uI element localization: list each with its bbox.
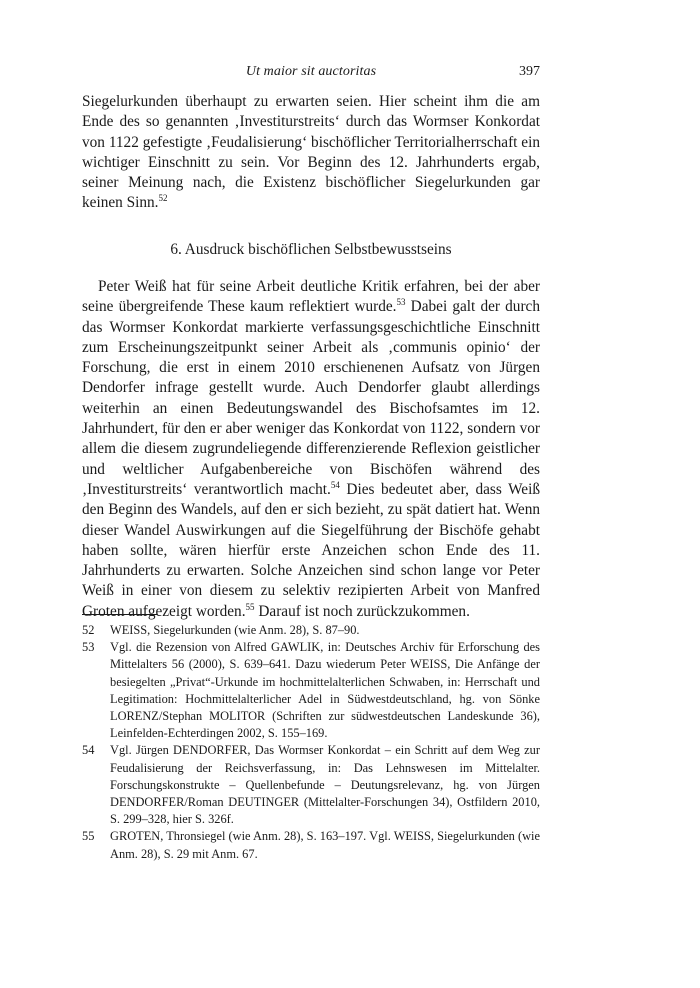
section-heading: 6. Ausdruck bischöflichen Selbstbewusstseins — [170, 241, 452, 258]
paragraph-2-segment-4: Darauf ist noch zurückzukommen. — [254, 602, 470, 620]
footnote-text: Vgl. Jürgen DENDORFER, Das Wormser Konkordat – ein Schritt auf dem Weg zur Feudalisierung der Reichsverfassung, in: Das Lehnswesen im Mittelalter. Forschungskonstrukte – Quellenbefunde – Deutungsrelevanz, hg. von Jürgen DENDORFER/Roman DEUTINGER (Mittelalter-Forschungen 34), Ostfildern 2010, S. 299–328, hier S. 326f. — [110, 743, 540, 827]
footnote-54 — [82, 742, 540, 828]
footnote-number: 53 — [82, 640, 95, 655]
footnote-52 — [82, 622, 540, 639]
paragraph-1-text: Siegelurkunden überhaupt zu erwarten seien. Hier scheint ihm die am Ende des so genannten ‚Investiturstreits‘ durch das Wormser Konkordat von 1122 gefestigte ‚Feudalisierung‘ bischöflicher Territorialherrschaft ein wichtiger Einschnitt zu sein. Vor Beginn des 12. Jahrhunderts ergab, seiner Meinung nach, die Existenz bischöflicher Siegelurkunden gar keinen Sinn. — [82, 93, 540, 212]
footnote-number: 55 — [82, 829, 95, 844]
running-head — [82, 64, 540, 84]
page-number: 397 — [519, 64, 540, 79]
footnote-text: Vgl. die Rezension von Alfred GAWLIK, in: Deutsches Archiv für Erforschung des Mittelalters 56 (2000), S. 639–641. Dazu wiederum Peter WEISS, Die Anfänge der besiegelten „Privat“-Urkunde im hochmittelalterlichen Schwaben, in: Herrschaft und Legitimation: Hochmittelalterlicher Adel in Südwestdeutschland, hg. von Sönke LORENZ/Stephan MOLITOR (Schriften zur südwestdeutschen Landeskunde 36), Leinfelden-Echterdingen 2002, S. 155–169. — [110, 640, 540, 741]
footnote-divider — [82, 614, 157, 615]
paragraph-2 — [82, 277, 540, 622]
paragraph-2-segment-3: Dies bedeutet aber, dass Weiß den Beginn des Wandels, auf den er sich bezieht, zu spät datiert hat. Wenn dieser Wandel Auswirkungen auf die Siegelführung der Bischöfe gehabt haben sollte, wären hierfür erste Anzeichen schon Ende des 11. Jahrhunderts zu erwarten. Solche Anzeichen sind schon lange vor Peter Weiß in einer von diesem zu selektiv rezipierten Arbeit von Manfred Groten aufgezeigt worden. — [82, 480, 540, 620]
paragraph-2-segment-1: Peter Weiß hat für seine Arbeit deutliche Kritik erfahren, bei der aber seine übergreifende These kaum reflektiert wurde. — [82, 278, 540, 316]
footnote-number: 52 — [82, 623, 95, 637]
footnote-55 — [82, 828, 540, 862]
footnote-53 — [82, 639, 540, 742]
running-title: Ut maior sit auctoritas — [245, 64, 377, 79]
footnote-ref-55[interactable]: 55 — [245, 601, 255, 612]
paragraph-1 — [82, 92, 540, 214]
footnote-ref-53[interactable]: 53 — [396, 297, 406, 308]
footnote-text: GROTEN, Thronsiegel (wie Anm. 28), S. 163–197. Vgl. WEISS, Siegelurkunden (wie Anm. 28), S. 29 mit Anm. 67. — [110, 829, 540, 861]
footnote-number: 54 — [82, 743, 95, 758]
footnote-text: WEISS, Siegelurkunden (wie Anm. 28), S. 87–90. — [110, 623, 360, 637]
footnote-ref-54[interactable]: 54 — [330, 479, 340, 490]
footnotes — [82, 622, 540, 863]
footnote-ref-52[interactable]: 52 — [158, 193, 168, 204]
paragraph-2-segment-2: Dabei galt der durch das Wormser Konkordat markierte verfassungsgeschichtliche Einschnitt zum Erscheinungszeitpunkt seiner Arbeit als ‚communis opinio‘ der Forschung, die erst in einem 2010 erschienenen Aufsatz von Jürgen Dendorfer infrage gestellt wurde. Auch Dendorfer glaubt allerdings weiterhin an einen Bedeutungswandel des Bischofsamtes im 12. Jahrhundert, für den er aber weniger das Konkordat von 1122, sondern vor allem die diesem zugrundeliegende differenzierende Reflexion geistlicher und weltlicher Aufgabenbereiche von Bischöfen während des ‚Investiturstreits‘ verantwortlich macht. — [82, 298, 540, 498]
